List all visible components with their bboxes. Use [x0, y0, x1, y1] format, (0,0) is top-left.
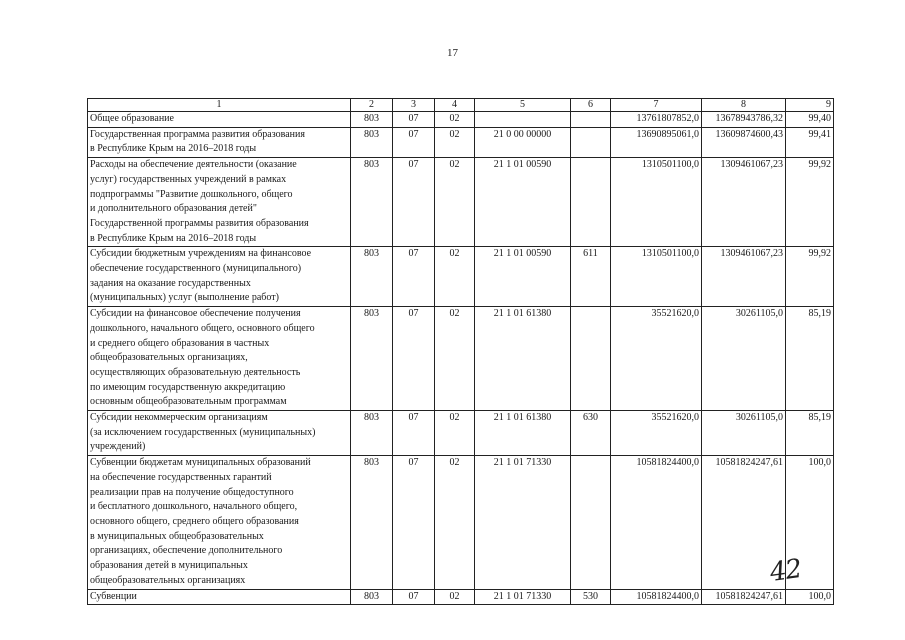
row-description — [88, 112, 351, 128]
col-8-cell: 30261105,0 — [702, 307, 786, 411]
col-4-cell: 02 — [435, 589, 475, 605]
description-line: подпрограммы "Развитие дошкольного, общего — [90, 188, 293, 200]
description-line: общеобразовательных организациях — [90, 574, 246, 586]
col-8-cell: 10581824247,61 — [702, 589, 786, 605]
col-3-cell: 07 — [393, 411, 435, 456]
description-line: в Республике Крым на 2016–2018 годы — [90, 143, 257, 155]
col-5-cell: 21 1 01 00590 — [475, 247, 571, 307]
description-line: реализации прав на получение общедоступного — [90, 486, 294, 498]
col-7-cell: 13690895061,0 — [611, 127, 702, 157]
row-description — [88, 127, 351, 157]
description-line: учреждений) — [90, 441, 146, 453]
col-9-cell: 99,41 — [786, 127, 834, 157]
description-line: задания на оказание государственных — [90, 277, 251, 289]
description-line: Субвенции — [90, 590, 137, 602]
description-line: в муниципальных общеобразовательных — [90, 530, 264, 542]
description-line: обеспечение государственного (муниципального) — [90, 263, 302, 275]
col-7-cell: 1310501100,0 — [611, 158, 702, 247]
description-line: организациях, обеспечение дополнительного — [90, 545, 283, 557]
col-5-cell: 21 1 01 61380 — [475, 411, 571, 456]
col-4-cell: 02 — [435, 112, 475, 128]
col-4-cell: 02 — [435, 158, 475, 247]
col-2-cell: 803 — [351, 158, 393, 247]
col-7-cell: 10581824400,0 — [611, 456, 702, 589]
table-row — [88, 247, 834, 307]
description-line: Государственная программа развития образования — [90, 128, 305, 140]
col-7-cell: 13761807852,0 — [611, 112, 702, 128]
col-9-cell: 85,19 — [786, 411, 834, 456]
header-col-8: 8 — [702, 99, 786, 112]
budget-table — [87, 98, 834, 605]
col-7-cell: 35521620,0 — [611, 411, 702, 456]
header-col-7: 7 — [611, 99, 702, 112]
description-line: на обеспечение государственных гарантий — [90, 471, 272, 483]
col-5-cell: 21 1 01 71330 — [475, 589, 571, 605]
col-6-cell: 530 — [571, 589, 611, 605]
table-body — [88, 112, 834, 605]
table-row — [88, 112, 834, 128]
header-col-1: 1 — [88, 99, 351, 112]
description-line: общеобразовательных организациях, — [90, 352, 248, 364]
description-line: в Республике Крым на 2016–2018 годы — [90, 232, 257, 244]
col-9-cell: 99,40 — [786, 112, 834, 128]
col-6-cell: 611 — [571, 247, 611, 307]
col-8-cell: 30261105,0 — [702, 411, 786, 456]
col-3-cell: 07 — [393, 247, 435, 307]
col-8-cell: 1309461067,23 — [702, 158, 786, 247]
col-3-cell: 07 — [393, 158, 435, 247]
description-line: Субвенции бюджетам муниципальных образований — [90, 457, 311, 469]
description-line: основного общего, среднего общего образования — [90, 515, 299, 527]
row-description — [88, 158, 351, 247]
description-line: Субсидии бюджетным учреждениям на финансовое — [90, 248, 312, 260]
col-4-cell: 02 — [435, 411, 475, 456]
col-5-cell: 21 0 00 00000 — [475, 127, 571, 157]
col-8-cell: 1309461067,23 — [702, 247, 786, 307]
description-line: и бесплатного дошкольного, начального общего, — [90, 501, 298, 513]
header-col-2: 2 — [351, 99, 393, 112]
col-6-cell — [571, 127, 611, 157]
description-line: по имеющим государственную аккредитацию — [90, 381, 286, 393]
col-6-cell — [571, 112, 611, 128]
col-7-cell: 10581824400,0 — [611, 589, 702, 605]
description-line: осуществляющих образовательную деятельность — [90, 366, 301, 378]
header-col-6: 6 — [571, 99, 611, 112]
col-3-cell: 07 — [393, 127, 435, 157]
header-row — [88, 99, 834, 112]
col-8-cell: 10581824247,61 — [702, 456, 786, 589]
description-line: услуг) государственных учреждений в рамках — [90, 173, 287, 185]
col-9-cell: 100,0 — [786, 589, 834, 605]
table-row — [88, 158, 834, 247]
col-2-cell: 803 — [351, 112, 393, 128]
col-4-cell: 02 — [435, 127, 475, 157]
row-description — [88, 589, 351, 605]
col-3-cell: 07 — [393, 456, 435, 589]
col-2-cell: 803 — [351, 411, 393, 456]
col-8-cell: 13609874600,43 — [702, 127, 786, 157]
description-line: Общее образование — [90, 113, 174, 124]
description-line: основным общеобразовательным программам — [90, 396, 287, 408]
description-line: и дополнительного образования детей" — [90, 203, 257, 215]
description-line: и среднего общего образования в частных — [90, 337, 270, 349]
col-9-cell: 85,19 — [786, 307, 834, 411]
col-6-cell — [571, 307, 611, 411]
header-col-3: 3 — [393, 99, 435, 112]
col-6-cell — [571, 158, 611, 247]
col-6-cell — [571, 456, 611, 589]
col-3-cell: 07 — [393, 589, 435, 605]
col-4-cell: 02 — [435, 456, 475, 589]
col-7-cell: 35521620,0 — [611, 307, 702, 411]
header-col-4: 4 — [435, 99, 475, 112]
col-4-cell: 02 — [435, 247, 475, 307]
page-number: 17 — [447, 47, 458, 59]
header-col-5: 5 — [475, 99, 571, 112]
col-7-cell: 1310501100,0 — [611, 247, 702, 307]
col-4-cell: 02 — [435, 307, 475, 411]
description-line: Государственной программы развития образования — [90, 217, 309, 229]
table-row — [88, 589, 834, 605]
row-description — [88, 411, 351, 456]
col-2-cell: 803 — [351, 307, 393, 411]
col-9-cell: 99,92 — [786, 247, 834, 307]
description-line: Расходы на обеспечение деятельности (оказание — [90, 159, 297, 171]
handwritten-page-mark: 42 — [768, 553, 804, 589]
col-5-cell: 21 1 01 00590 — [475, 158, 571, 247]
col-2-cell: 803 — [351, 247, 393, 307]
col-6-cell: 630 — [571, 411, 611, 456]
row-description — [88, 307, 351, 411]
col-5-cell: 21 1 01 61380 — [475, 307, 571, 411]
col-9-cell: 100,0 — [786, 456, 834, 589]
col-5-cell — [475, 112, 571, 128]
table-row — [88, 456, 834, 589]
table-row — [88, 411, 834, 456]
description-line: Субсидии на финансовое обеспечение получения — [90, 308, 301, 320]
col-9-cell: 99,92 — [786, 158, 834, 247]
description-line: образования детей в муниципальных — [90, 560, 248, 572]
col-2-cell: 803 — [351, 127, 393, 157]
row-description — [88, 247, 351, 307]
col-8-cell: 13678943786,32 — [702, 112, 786, 128]
table-row — [88, 127, 834, 157]
table-row — [88, 307, 834, 411]
col-2-cell: 803 — [351, 589, 393, 605]
header-col-9: 9 — [786, 99, 834, 112]
description-line: (муниципальных) услуг (выполнение работ) — [90, 292, 279, 304]
col-5-cell: 21 1 01 71330 — [475, 456, 571, 589]
col-3-cell: 07 — [393, 112, 435, 128]
description-line: Субсидии некоммерческим организациям — [90, 412, 268, 424]
description-line: дошкольного, начального общего, основного общего — [90, 322, 315, 334]
col-3-cell: 07 — [393, 307, 435, 411]
col-2-cell: 803 — [351, 456, 393, 589]
description-line: (за исключением государственных (муниципальных) — [90, 426, 316, 438]
row-description — [88, 456, 351, 589]
